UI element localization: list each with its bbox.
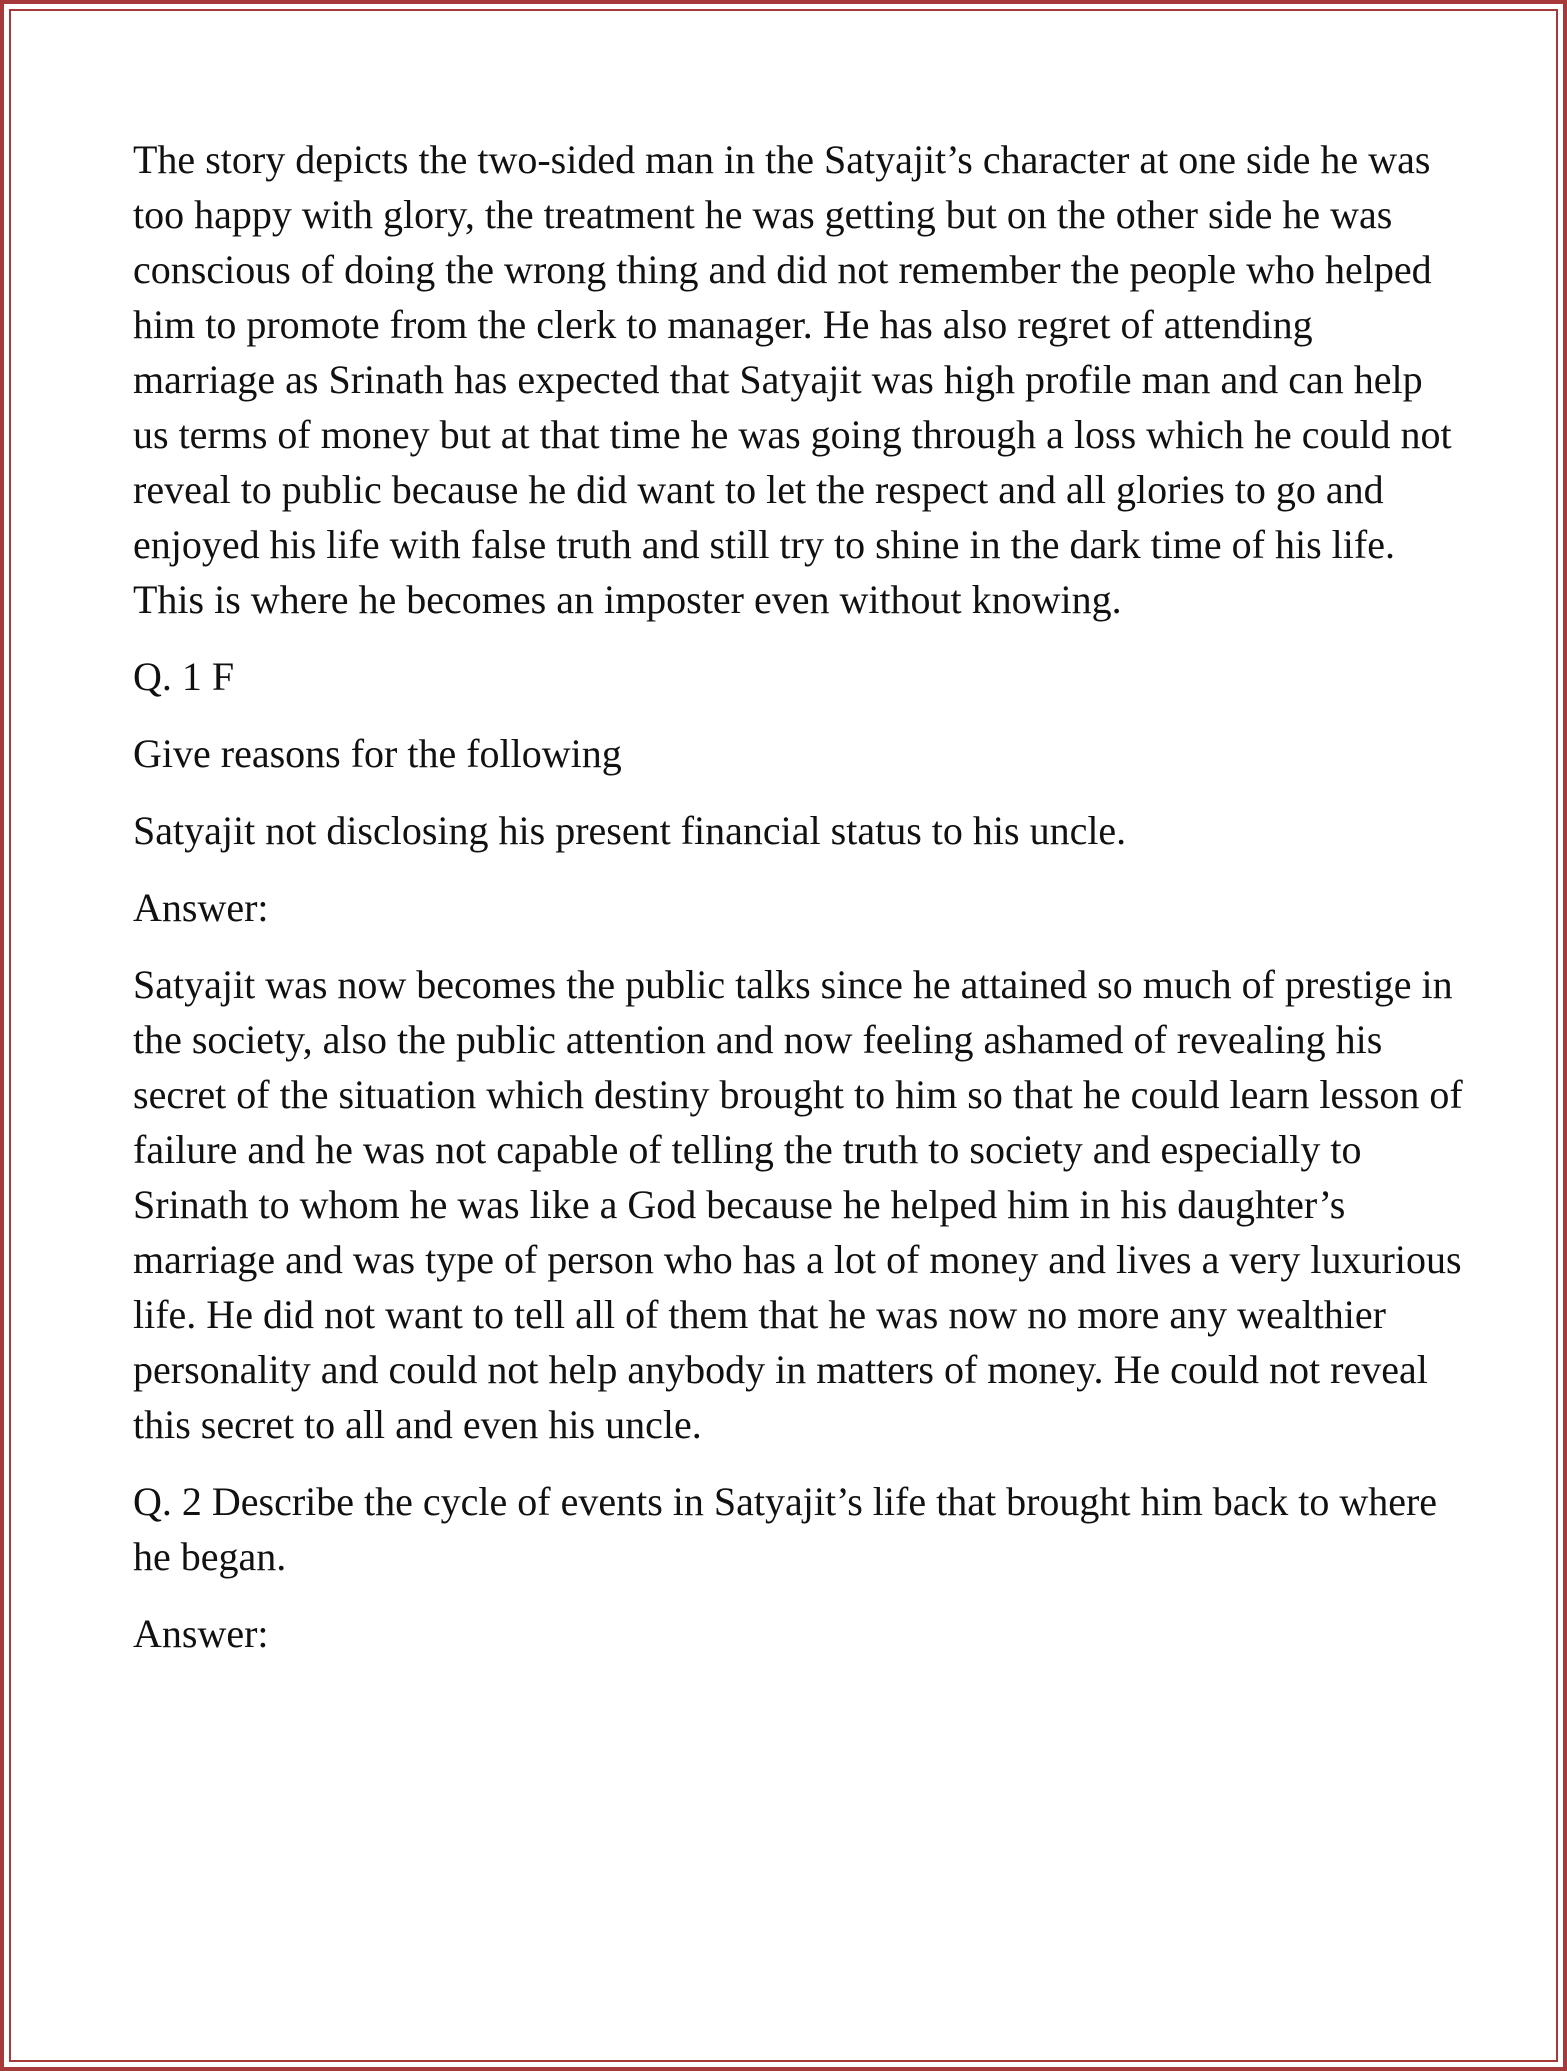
q1f-label: Q. 1 F <box>133 654 235 699</box>
q2-question: Q. 2 Describe the cycle of events in Satyajit’s life that brought him back to where he began. <box>133 1479 1438 1579</box>
q1f-instruction: Give reasons for the following <box>133 731 622 776</box>
intro-paragraph: The story depicts the two-sided man in the Satyajit’s character at one side he was too happy with glory, the treatment he was getting but on the other side he was conscious of doing the wrong thing and did not remember the people who helped him to promote from the clerk to manager. He has also regret of attending marriage as Srinath has expected that Satyajit was high profile man and can help us terms of money but at that time he was going through a loss which he could not reveal to public because he did want to let the respect and all glories to go and enjoyed his life with false truth and still try to shine in the dark time of his life. This is where he becomes an imposter even without knowing. <box>133 137 1452 622</box>
q1f-answer: Satyajit was now becomes the public talks since he attained so much of prestige in the society, also the public attention and now feeling ashamed of revealing his secret of the situation which destiny brought to him so that he could learn lesson of failure and he was not capable of telling the truth to society and especially to Srinath to whom he was like a God because he helped him in his daughter’s marriage and was type of person who has a lot of money and lives a very luxurious life. He did not want to tell all of them that he was now no more any wealthier personality and could not help anybody in matters of money. He could not reveal this secret to all and even his uncle. <box>133 962 1463 1447</box>
q2-answer-label: Answer: <box>133 1611 269 1656</box>
q1f-answer-label: Answer: <box>133 885 269 930</box>
q1f-question: Satyajit not disclosing his present financial status to his uncle. <box>133 808 1127 853</box>
document-body <box>133 132 1463 1683</box>
